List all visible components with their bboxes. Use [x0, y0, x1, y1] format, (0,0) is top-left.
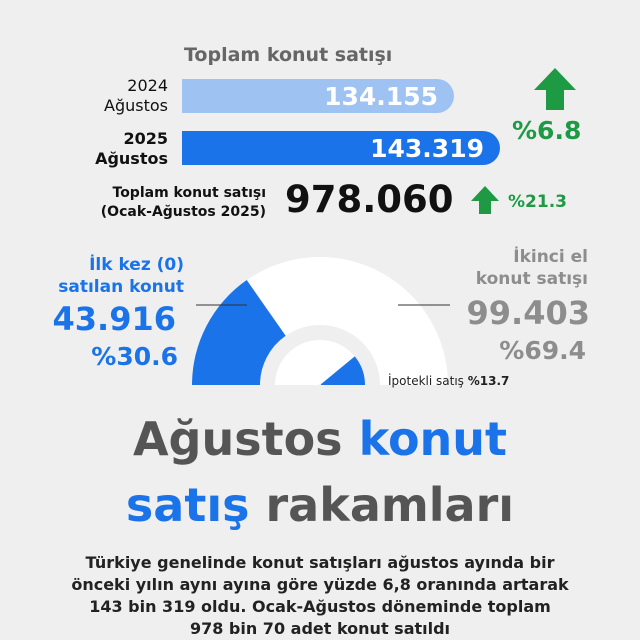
row-month: Ağustos	[104, 96, 168, 115]
first-sale-value: 43.916	[52, 300, 176, 338]
second-hand-pct: %69.4	[499, 336, 586, 365]
yoy-change: %6.8	[512, 116, 582, 145]
headline-word-accent: satış	[125, 478, 250, 532]
first-sale-line2: satılan konut	[58, 277, 184, 297]
mortgage-label-text: İpotekli satış	[388, 374, 464, 388]
summary-line: önceki yılın aynı ayına göre yüzde 6,8 oranında artarak	[71, 575, 569, 594]
total-label-line2: (Ocak-Ağustos 2025)	[100, 204, 266, 220]
first-sale-label	[38, 254, 184, 298]
summary-paragraph	[60, 552, 580, 640]
second-hand-label	[448, 246, 588, 290]
headline-line2	[0, 478, 640, 532]
chart-title: Toplam konut satışı	[184, 44, 393, 66]
bar-value-label: 134.155	[324, 81, 438, 111]
first-sale-line1: İlk kez (0)	[89, 255, 184, 275]
bar-value-label: 143.319	[370, 133, 484, 163]
headline-word: rakamları	[265, 478, 515, 532]
total-change: %21.3	[508, 192, 567, 212]
headline-word-accent: konut	[358, 412, 508, 466]
summary-line: 143 bin 319 oldu. Ocak-Ağustos döneminde toplam	[89, 597, 551, 616]
row-month: Ağustos	[95, 149, 168, 168]
row-year: 2024	[127, 76, 168, 95]
mortgage-pct: %13.7	[467, 374, 510, 388]
mortgage-label	[388, 374, 509, 388]
second-hand-line1: İkinci el	[513, 247, 588, 267]
row-year: 2025	[123, 129, 168, 148]
summary-line: Türkiye genelinde konut satışları ağustos ayında bir	[85, 553, 555, 572]
total-value: 978.060	[285, 178, 454, 221]
total-label-line1: Toplam konut satışı	[112, 185, 266, 201]
first-sale-pct: %30.6	[91, 342, 178, 371]
second-hand-value: 99.403	[466, 294, 590, 332]
summary-line: 978 bin 70 adet konut satıldı	[189, 619, 451, 638]
headline-word: Ağustos	[132, 412, 343, 466]
headline-line1	[0, 412, 640, 466]
second-hand-line2: konut satışı	[475, 269, 588, 289]
